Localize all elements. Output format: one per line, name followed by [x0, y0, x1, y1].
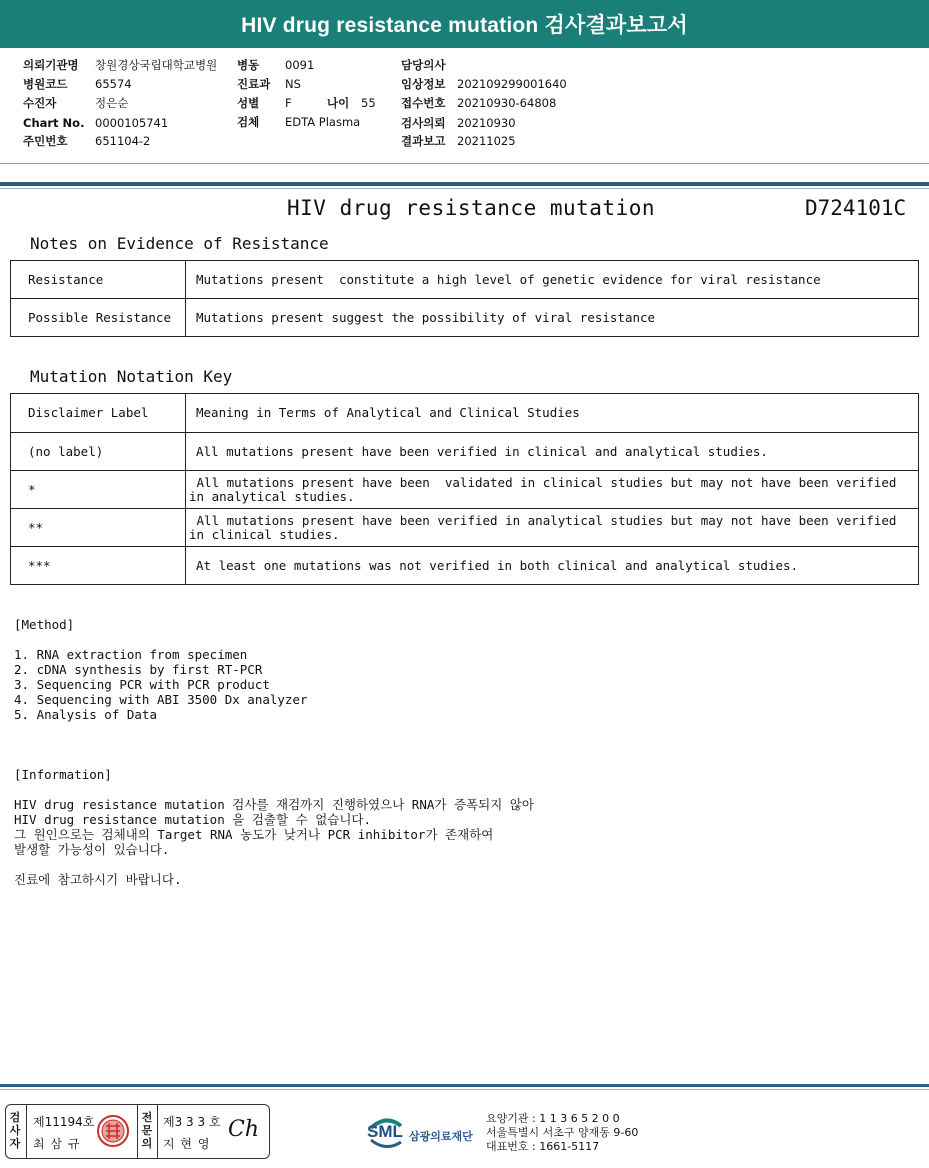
table-row	[11, 299, 919, 337]
tester-no: 제11194호	[33, 1115, 95, 1129]
tester-label: 검 사 자	[9, 1111, 21, 1150]
header-field: 결과보고 20211025	[401, 134, 516, 148]
method-heading: [Method]	[14, 617, 75, 632]
reviewer-no: 제3 3 3 호	[163, 1115, 221, 1129]
header-field-age: 나이 55	[327, 96, 376, 110]
divider	[137, 1105, 138, 1158]
sml-logo-text: SML	[367, 1122, 403, 1141]
information-line: 그 원인으로는 검체내의 Target RNA 농도가 낮거나 PCR inhibitor가 존재하여	[14, 827, 494, 842]
key-label: *	[11, 471, 186, 509]
method-step: 1. RNA extraction from specimen	[14, 647, 248, 662]
notes-heading: Notes on Evidence of Resistance	[30, 234, 329, 253]
header-field: 병원코드 65574	[23, 77, 132, 91]
org-name: 삼광의료재단	[409, 1130, 473, 1143]
key-text: At least one mutations was not verified in both clinical and analytical studies.	[186, 547, 919, 585]
information-heading: [Information]	[14, 767, 112, 782]
header-field: 임상정보 202109299001640	[401, 77, 567, 91]
document-code: D724101C	[805, 196, 907, 220]
report-title: HIV drug resistance mutation 검사결과보고서	[0, 0, 929, 48]
key-text: All mutations present have been verified in analytical studies but may not have been verified in clinical studies.	[186, 509, 919, 547]
notes-label: Possible Resistance	[11, 299, 186, 337]
divider	[0, 163, 929, 164]
reviewer-label: 전 문 의	[141, 1111, 153, 1150]
key-label: Disclaimer Label	[11, 394, 186, 433]
table-row	[11, 433, 919, 471]
notes-text: Mutations present suggest the possibility of viral resistance	[186, 299, 919, 337]
header-field: 주민번호 651104-2	[23, 134, 151, 148]
key-heading: Mutation Notation Key	[30, 367, 233, 386]
key-text: All mutations present have been validated in clinical studies but may not have been verified in analytical studies.	[186, 471, 919, 509]
method-step: 5. Analysis of Data	[14, 707, 157, 722]
divider	[157, 1105, 158, 1158]
signature: Ch	[228, 1117, 260, 1142]
header-field: 성별 F	[237, 96, 292, 110]
divider	[0, 188, 929, 189]
header-field: 담당의사	[401, 58, 446, 72]
divider	[26, 1105, 27, 1158]
header-field: 검체 EDTA Plasma	[237, 115, 361, 129]
document-title: HIV drug resistance mutation	[287, 196, 656, 220]
key-text: All mutations present have been verified in clinical and analytical studies.	[186, 433, 919, 471]
key-label: **	[11, 509, 186, 547]
notation-key-table	[10, 393, 919, 585]
header-field: 수진자 정은순	[23, 96, 129, 110]
org-code: 요양기관 : 1 1 3 6 5 2 0 0	[486, 1112, 620, 1125]
notes-label: Resistance	[11, 261, 186, 299]
information-line: HIV drug resistance mutation 을 검출할 수 없습니다.	[14, 812, 372, 827]
method-step: 3. Sequencing PCR with PCR product	[14, 677, 270, 692]
tester-name: 최 삼 규	[33, 1137, 81, 1151]
key-label: ***	[11, 547, 186, 585]
reviewer-name: 지 현 영	[163, 1137, 211, 1151]
table-row	[11, 471, 919, 509]
header-field: 진료과 NS	[237, 77, 301, 91]
header-field: 의뢰기관명 창원경상국립대학교병원	[23, 58, 218, 72]
information-closing: 진료에 참고하시기 바랍니다.	[14, 872, 182, 887]
information-line: HIV drug resistance mutation 검사를 재검까지 진행하였으나 RNA가 증폭되지 않아	[14, 797, 534, 812]
org-address: 서울특별시 서초구 양재동 9-60	[486, 1126, 639, 1139]
table-row	[11, 547, 919, 585]
key-text: Meaning in Terms of Analytical and Clinical Studies	[186, 394, 919, 433]
org-phone: 대표번호 : 1661-5117	[486, 1140, 600, 1153]
key-label: (no label)	[11, 433, 186, 471]
information-line: 발생할 가능성이 있습니다.	[14, 842, 170, 857]
method-step: 2. cDNA synthesis by first RT-PCR	[14, 662, 263, 677]
notes-text: Mutations present constitute a high level of genetic evidence for viral resistance	[186, 261, 919, 299]
divider	[0, 182, 929, 186]
seal-stamp-icon	[96, 1114, 130, 1148]
table-row	[11, 394, 919, 433]
signature-box	[5, 1104, 270, 1159]
header-field: 접수번호 20210930-64808	[401, 96, 557, 110]
divider	[0, 1084, 929, 1087]
patient-info-header	[0, 56, 929, 156]
method-step: 4. Sequencing with ABI 3500 Dx analyzer	[14, 692, 308, 707]
table-row	[11, 261, 919, 299]
table-row	[11, 509, 919, 547]
divider	[0, 1089, 929, 1090]
header-field: Chart No. 0000105741	[23, 116, 169, 130]
header-field: 병동 0091	[237, 58, 315, 72]
notes-table	[10, 260, 919, 337]
header-field: 검사의뢰 20210930	[401, 116, 516, 130]
